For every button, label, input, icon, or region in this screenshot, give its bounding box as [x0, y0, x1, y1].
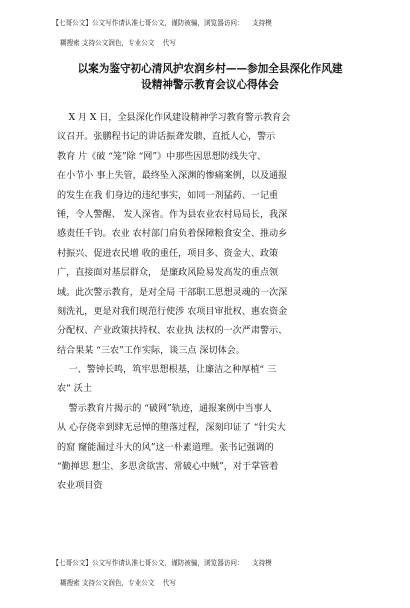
- body-line: 的窟 窿能漏过斗大的风”这一朴素道理。张书记强调的: [57, 442, 274, 453]
- body-line: 广，直接面对基层群众， 是廉政风险易发高发的重点领: [57, 268, 279, 279]
- body-line: 村振兴、促进农民增 收的重任，项目多、资金大、政策: [57, 248, 279, 259]
- section-heading-cont: 农” 沃土: [57, 384, 92, 395]
- body-line: 锤，令人警醒、 发人深省。作为县农业农村局局长，我深: [57, 209, 288, 220]
- watermark-footer-line2: 糊搜索 支持公文润色，专业公文 代写: [60, 579, 176, 587]
- watermark-header: [44, 8, 384, 68]
- body-line: X 月 X 日，全县深化作风建设精神学习教育警示教育会: [57, 113, 291, 123]
- body-line: 从 心存侥幸到肆无忌惮的堕落过程，深刻印证了 “针尖大: [57, 423, 286, 434]
- body-line: 域。此次警示教育，是对全局 干部职工思想灵魂的一次深: [57, 287, 288, 298]
- body-line: 感责任千钧。农业 农村部门肩负着保障粮食安全、推动乡: [57, 229, 288, 240]
- body-line: 议召开。张鹏程书记的讲话振聋发聩、直抵人心，警示: [57, 132, 276, 143]
- body-line: 在小节小 事上失管，最终坠入深渊的惨痛案例，以及通报: [57, 171, 288, 182]
- document-body: [57, 109, 357, 497]
- watermark-footer: [44, 548, 384, 608]
- watermark-header-line2: 糊搜索 支持公文润色，专业公文 代写: [60, 39, 176, 47]
- body-line: 农业项目资: [57, 481, 103, 492]
- title-line1: 以案为鉴守初心清风护农润乡村——参加全县深化作风建: [77, 63, 343, 75]
- body-line: 的发生在我 们身边的违纪事实，如同一剂猛药、一记重: [57, 190, 279, 201]
- body-line: 刻洗礼，更是对我们规范行使涉 农项目审批权、惠农资金: [57, 306, 288, 317]
- section-heading: 一、警钟长鸣，筑牢思想根基，让廉洁之种厚植“ 三: [57, 365, 277, 376]
- watermark-footer-line1: 【七哥公文】公文写作请认准七哥公文，谨防被骗，浏览器访问： 支持模: [52, 559, 272, 567]
- document-title: [60, 61, 360, 93]
- watermark-header-line1: 【七哥公文】公文写作请认准七哥公文，谨防被骗，浏览器访问： 支持模: [52, 19, 272, 27]
- body-line: 教育 片《破 “笼”除 “网”》中那些因思想防线失守、: [57, 151, 267, 162]
- body-line: 结合果某 “三农”工作实际，谈三点 深切体会。: [57, 345, 245, 356]
- body-line: “勤掸思 想尘、多思贪欲害、常破心中贼”，对于掌管着: [57, 462, 279, 473]
- body-line: 分配权、产业政策扶持权、农业执 法权的一次严肃警示、: [57, 326, 288, 337]
- body-line: 警示教育片揭示的 “破网”轨迹，通报案例中当事人: [57, 403, 272, 414]
- title-line2: 设精神警示教育会议心得体会: [141, 79, 279, 91]
